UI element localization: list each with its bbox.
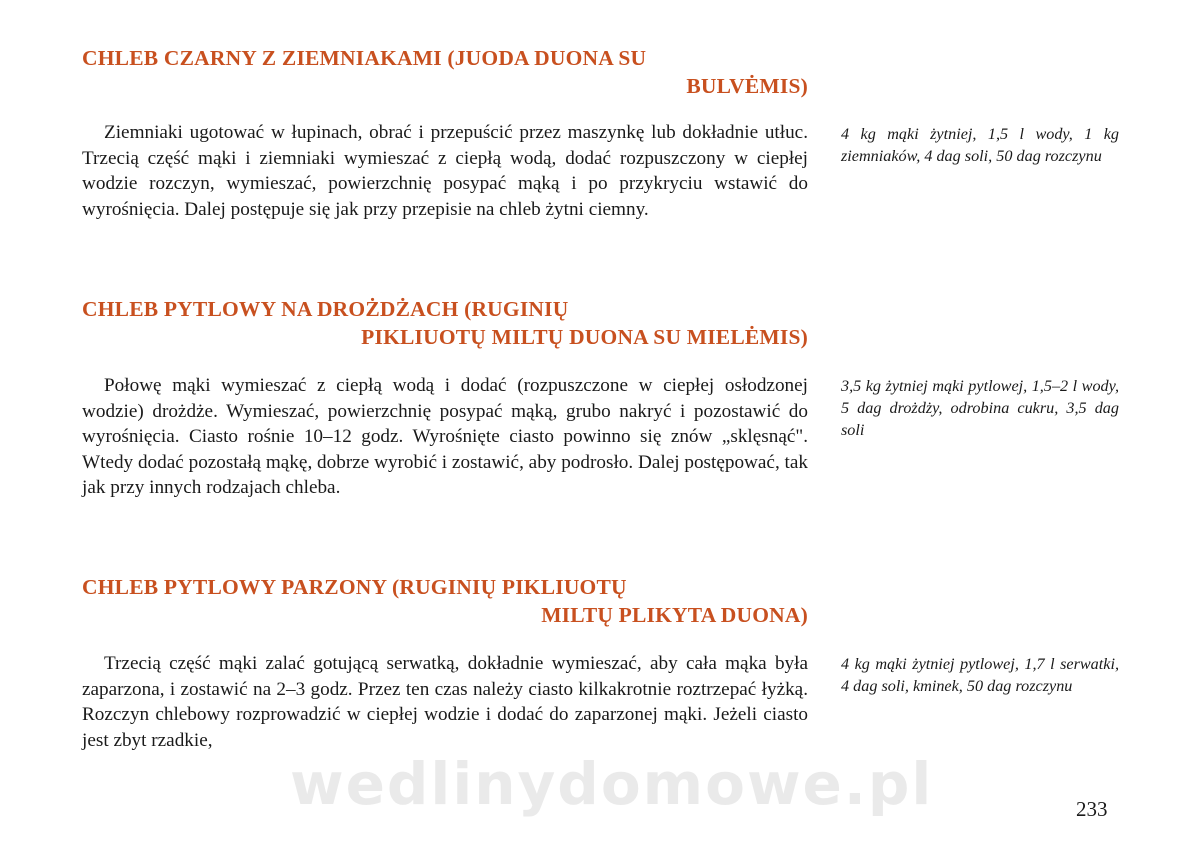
recipe-title-2-line-2: PIKLIUOTŲ MILTŲ DUONA SU MIELĖMIS) <box>361 325 808 349</box>
recipe-body-2: Połowę mąki wymieszać z ciepłą wodą i dodać (rozpuszczone w ciepłej osłodzonej wodzie) drożdże. Wymieszać, powierzchnię posypać mąką, grubo nakryć i pozostawić do wyrośnięcia. Ciasto rośnie 10–12 godz. Wyrośnięte ciasto powinno się znów „sklęsnąć". Wtedy dodać pozostałą mąkę, dobrze wyrobić i zostawić, aby podrosło. Dalej postępować, tak jak przy innych rodzajach chleba. <box>82 375 808 498</box>
watermark: wedlinydomowe.pl <box>290 750 934 818</box>
recipe-title-1-line-1: CHLEB CZARNY Z ZIEMNIAKAMI (JUODA DUONA SU <box>82 46 647 70</box>
recipe-title-3 <box>82 573 808 629</box>
recipe-body-1: Ziemniaki ugotować w łupinach, obrać i przepuścić przez maszynkę lub dokładnie utłuc. Trzecią część mąki i ziemniaki wymieszać z ciepłą wodą, dodać rozpuszczony w ciepłej wodzie rozczyn, wymieszać, powierzchnię posypać mąką i po przykryciu wstawić do wyrośnięcia. Dalej postępuje się jak przy przepisie na chleb żytni ciemny. <box>82 122 808 220</box>
page-number: 233 <box>1076 797 1108 821</box>
recipe-title-3-line-1: CHLEB PYTLOWY PARZONY (RUGINIŲ PIKLIUOTŲ <box>82 575 627 599</box>
ingredients-2: 3,5 kg żytniej mąki pytlowej, 1,5–2 l wody, 5 dag drożdży, odrobina cukru, 3,5 dag soli <box>841 377 1119 439</box>
recipe-title-2 <box>82 295 808 351</box>
recipe-title-2-line-1: CHLEB PYTLOWY NA DROŻDŻACH (RUGINIŲ <box>82 297 569 321</box>
recipe-body-3: Trzecią część mąki zalać gotującą serwatką, dokładnie wymieszać, aby cała mąka była zaparzona, i zostawić na 2–3 godz. Przez ten czas należy ciasto kilkakrotnie roztrzepać łyżką. Rozczyn chlebowy rozprowadzić w ciepłej wodzie i dodać do zaparzonej mąki. Jeżeli ciasto jest zbyt rzadkie, <box>82 653 808 751</box>
recipe-title-1 <box>82 44 808 100</box>
recipe-title-1-line-2: BULVĖMIS) <box>686 74 808 98</box>
ingredients-3: 4 kg mąki żytniej pytlowej, 1,7 l serwatki, 4 dag soli, kminek, 50 dag rozczynu <box>841 655 1119 695</box>
recipe-title-3-line-2: MILTŲ PLIKYTA DUONA) <box>541 603 808 627</box>
ingredients-1: 4 kg mąki żytniej, 1,5 l wody, 1 kg ziemniaków, 4 dag soli, 50 dag rozczynu <box>841 125 1119 165</box>
